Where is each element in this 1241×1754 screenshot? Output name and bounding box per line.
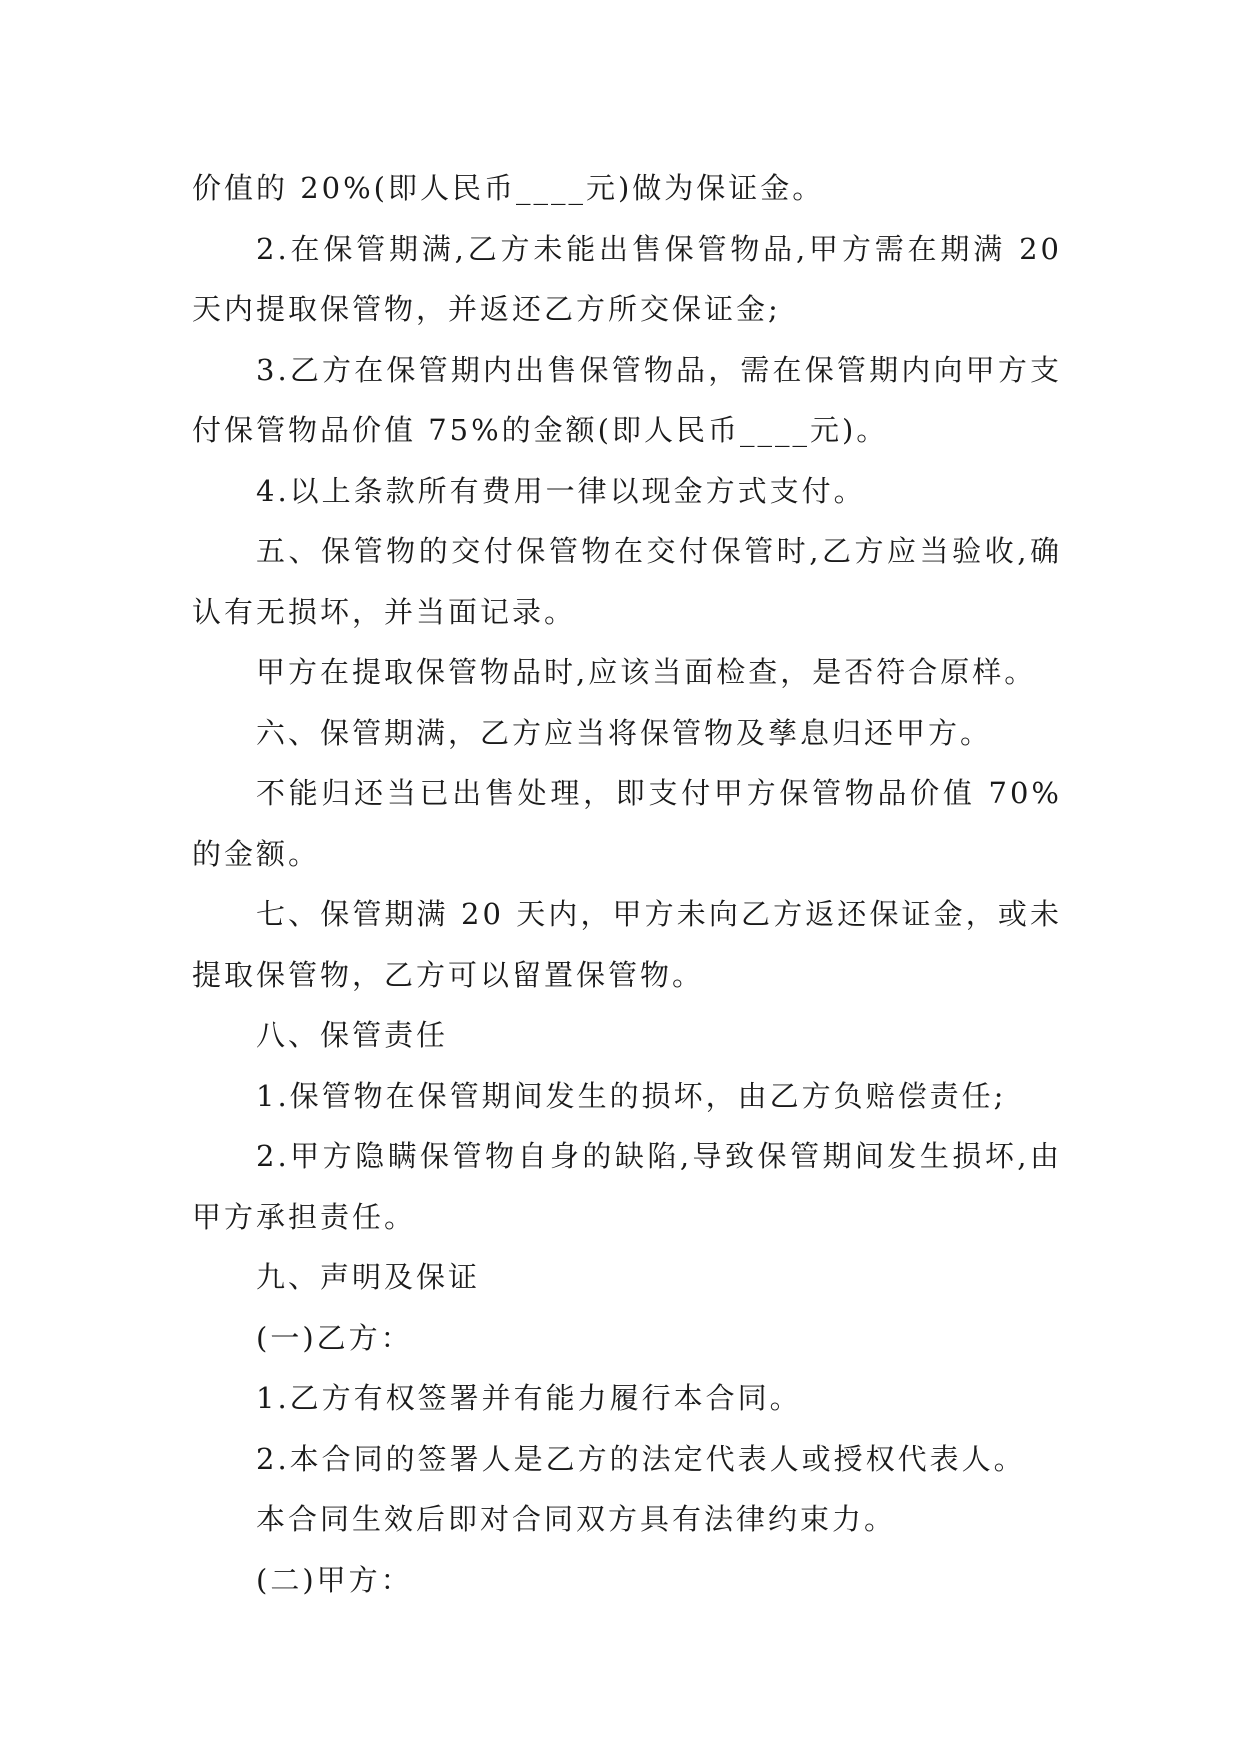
paragraph-deposit: 价值的 20%(即人民币____元)做为保证金。	[192, 171, 825, 205]
paragraph-section-5: 五、保管物的交付保管物在交付保管时,乙方应当验收,确认有无损坏，并当面记录。	[192, 534, 1062, 629]
paragraph-sold-payment: 不能归还当已出售处理，即支付甲方保管物品价值 70%的金额。	[192, 776, 1062, 871]
paragraph-clause-2: 2.在保管期满,乙方未能出售保管物品,甲方需在期满 20 天内提取保管物，并返还乙方所交保证金;	[192, 231, 1062, 326]
paragraph-inspection: 甲方在提取保管物品时,应该当面检查，是否符合原样。	[256, 655, 1037, 689]
heading-party-a: (二)甲方：	[256, 1562, 413, 1597]
paragraph-party-b-1: 1.乙方有权签署并有能力履行本合同。	[256, 1381, 802, 1415]
paragraph-section-7: 七、保管期满 20 天内，甲方未向乙方返还保证金，或未提取保管物，乙方可以留置保管物。	[192, 897, 1062, 992]
paragraph-binding-effect: 本合同生效后即对合同双方具有法律约束力。	[256, 1502, 897, 1536]
heading-party-b: (一)乙方：	[256, 1320, 413, 1355]
paragraph-party-b-2: 2.本合同的签署人是乙方的法定代表人或授权代表人。	[256, 1441, 1026, 1476]
paragraph-clause-3: 3.乙方在保管期内出售保管物品，需在保管期内向甲方支付保管物品价值 75%的金额(即人民币____元)。	[192, 352, 1062, 447]
document-body	[192, 158, 1062, 1610]
paragraph-section-6: 六、保管期满，乙方应当将保管物及孳息归还甲方。	[256, 715, 993, 750]
heading-section-8: 八、保管责任	[256, 1018, 449, 1052]
heading-section-9: 九、声明及保证	[256, 1260, 481, 1294]
paragraph-liability-2: 2.甲方隐瞒保管物自身的缺陷,导致保管期间发生损坏,由甲方承担责任。	[192, 1139, 1062, 1234]
paragraph-clause-4: 4.以上条款所有费用一律以现金方式支付。	[256, 473, 866, 508]
paragraph-liability-1: 1.保管物在保管期间发生的损坏，由乙方负赔偿责任;	[256, 1078, 1007, 1113]
